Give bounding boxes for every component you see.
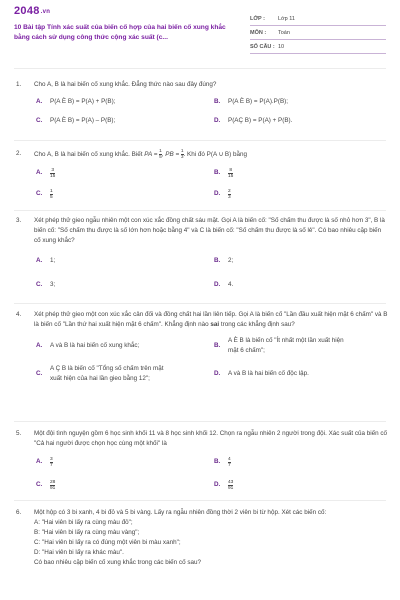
emphasis-word: sai xyxy=(210,321,220,328)
fraction xyxy=(228,480,233,491)
question-text xyxy=(34,310,388,330)
option-c[interactable] xyxy=(36,480,210,491)
option-label: C. xyxy=(36,481,43,488)
question-number: 1. xyxy=(16,81,22,88)
denominator: 15 xyxy=(50,174,56,180)
option-label: B. xyxy=(214,342,221,349)
option-a[interactable] xyxy=(36,97,210,107)
meta-key: MÔN : xyxy=(250,29,267,36)
numerator: 28 xyxy=(50,480,56,485)
question-number: 3. xyxy=(16,217,22,224)
option-d[interactable] xyxy=(214,369,388,379)
option-c[interactable] xyxy=(36,280,210,290)
option-text: A Ç B là biến cố "Tổng số chấm trên mặt xuất hiện của hai lần gieo bằng 12"; xyxy=(50,365,164,382)
option-b[interactable] xyxy=(214,336,388,356)
answer-options xyxy=(36,256,388,290)
option-d[interactable] xyxy=(214,116,388,126)
option-text: 4. xyxy=(228,281,234,288)
option-b[interactable] xyxy=(214,256,388,266)
question-number: 2. xyxy=(16,150,22,157)
option-text: A và B là hai biến cố xung khắc; xyxy=(50,342,140,349)
question-prompt: Có bao nhiêu cặp biến cố xung khắc trong các biến cố sau? xyxy=(34,559,201,566)
option-label: B. xyxy=(214,98,221,105)
event-line: C: "Hai viên bi lấy ra có đúng một viên bi màu xanh"; xyxy=(34,539,181,546)
answer-options xyxy=(36,457,388,491)
option-text: 2; xyxy=(228,257,234,264)
option-label: D. xyxy=(214,370,221,377)
numerator: 3 xyxy=(50,457,53,462)
question-text: Cho A, B là hai biến cố xung khắc. Đẳng thức nào sau đây đúng? xyxy=(34,81,217,88)
event-line: D: "Hai viên bi lấy ra khác màu". xyxy=(34,549,124,556)
denominator: 91 xyxy=(228,486,234,491)
divider xyxy=(14,500,386,501)
option-label: A. xyxy=(36,342,43,349)
option-label: D. xyxy=(214,190,221,198)
denominator: 7 xyxy=(50,463,53,468)
option-a[interactable] xyxy=(36,168,210,179)
question-number: 4. xyxy=(16,311,22,318)
option-label: B. xyxy=(214,169,221,177)
option-d[interactable] xyxy=(214,280,388,290)
option-label: C. xyxy=(36,370,43,377)
denominator: 15 xyxy=(228,174,234,180)
denominator: 3 xyxy=(180,155,184,160)
event-line: B: "Hai viên bi lấy ra cùng màu vàng"; xyxy=(34,529,140,536)
option-label: A. xyxy=(36,257,43,264)
divider xyxy=(14,68,386,69)
site-logo[interactable] xyxy=(14,5,50,17)
answer-options xyxy=(36,97,388,126)
prob-b-label: , PB = xyxy=(161,151,181,159)
question-text-part: Cho A, B là hai biến cố xung khắc. Biết xyxy=(34,151,143,159)
question-3 xyxy=(16,216,388,290)
numerator: 4 xyxy=(228,457,231,462)
option-label: A. xyxy=(36,458,43,465)
meta-value: 10 xyxy=(278,43,285,50)
denominator: 3 xyxy=(228,195,231,201)
numerator: 3 xyxy=(51,168,54,174)
option-a[interactable] xyxy=(36,457,210,468)
question-number: 5. xyxy=(16,430,22,437)
question-number: 6. xyxy=(16,509,22,516)
meta-key: LỚP : xyxy=(250,15,265,22)
option-label: D. xyxy=(214,117,221,124)
numerator: 43 xyxy=(228,480,234,485)
option-text: P(A È B) = P(A) – P(B); xyxy=(50,117,116,124)
option-a[interactable] xyxy=(36,341,210,351)
meta-value: Toán xyxy=(278,29,290,36)
question-text: Một đội tình nguyện gồm 6 học sinh khối 11 và 8 học sinh khối 12. Chọn ra ngẫu nhiên 2 người trong đội. Xác suất của biến cố "Cả hai người được chọn học cùng một khối" là xyxy=(34,430,388,447)
option-label: D. xyxy=(214,281,221,288)
meta-row-subject xyxy=(250,26,386,40)
question-text-part: trong các khẳng định sau? xyxy=(220,321,295,328)
option-d[interactable] xyxy=(214,480,388,491)
prob-a-label: PA = xyxy=(144,151,160,159)
option-text: P(A È B) = P(A) + P(B); xyxy=(50,98,116,105)
option-text: P(A È B) = P(A).P(B); xyxy=(228,98,289,105)
meta-panel xyxy=(250,12,386,54)
option-label: D. xyxy=(214,481,221,488)
question-text-part: . Khi đó P(A ∪ B) bằng xyxy=(183,151,247,159)
denominator: 7 xyxy=(228,463,231,468)
question-5 xyxy=(16,429,388,491)
denominator: 91 xyxy=(50,486,56,491)
option-b[interactable] xyxy=(214,97,388,107)
option-c[interactable] xyxy=(36,364,210,384)
denominator: 5 xyxy=(50,195,53,201)
divider xyxy=(14,303,386,304)
question-text: Xét phép thử gieo ngẫu nhiên một con xúc xắc đồng chất sáu mặt. Gọi A là biến cố: "Số chấm thu được là số nhỏ hơn 3", B là biến cố: "Số chấm thu được là số lớn hơn hoặc bằng 4" và C là biến cố: "Số chấm thu được là số lẻ". Có bao nhiêu cặp biến cố xung khắc? xyxy=(34,217,385,244)
answer-options xyxy=(36,336,388,384)
option-label: B. xyxy=(214,257,221,264)
option-text: A È B là biến cố "Ít nhất một lần xuất hiện mặt 6 chấm"; xyxy=(228,337,344,354)
numerator: 1 xyxy=(159,149,162,154)
document-title: 10 Bài tập Tính xác suất của biến cố hợp của hai biến cố xung khắc bằng cách sử dụng công thức cộng xác suất (c... xyxy=(14,24,226,41)
option-label: A. xyxy=(36,98,43,105)
numerator: 8 xyxy=(229,168,232,174)
divider xyxy=(14,421,386,422)
denominator: 5 xyxy=(159,155,162,160)
option-text: P(AÇ B) = P(A) + P(B). xyxy=(228,117,293,124)
option-label: C. xyxy=(36,117,43,124)
option-text: 1; xyxy=(50,257,56,264)
numerator: 1 xyxy=(50,189,53,195)
meta-row-class xyxy=(250,12,386,26)
divider xyxy=(14,140,386,141)
event-line: A: "Hai viên bi lấy ra cùng màu đỏ"; xyxy=(34,519,133,526)
option-b[interactable] xyxy=(214,457,388,468)
divider xyxy=(14,210,386,211)
question-text-part: Xét phép thử gieo một con xúc xắc cân đối và đồng chất hai lần liên tiếp. Gọi A là biến cố "Lần đầu xuất hiện mặt 6 chấm" và B là biến cố "Lần thứ hai xuất hiện mặt 6 chấm". Khẳng định nào xyxy=(34,311,388,328)
question-1 xyxy=(16,80,388,126)
fraction xyxy=(228,168,233,179)
question-2 xyxy=(16,149,388,200)
option-c[interactable] xyxy=(36,189,210,200)
question-text xyxy=(34,149,388,160)
answer-options xyxy=(36,168,388,200)
option-d[interactable] xyxy=(214,189,388,200)
option-label: B. xyxy=(214,458,221,465)
option-text: 3; xyxy=(50,281,56,288)
fraction xyxy=(228,189,231,200)
fraction xyxy=(50,168,55,179)
option-label: C. xyxy=(36,281,43,288)
fraction xyxy=(50,457,53,468)
fraction xyxy=(50,480,55,491)
question-4 xyxy=(16,310,388,384)
option-text: A và B là hai biến cố độc lập. xyxy=(228,370,309,377)
fraction xyxy=(50,189,53,200)
numerator: 2 xyxy=(228,189,231,195)
option-label: C. xyxy=(36,190,43,198)
logo-text: 2048 xyxy=(14,5,40,17)
option-b[interactable] xyxy=(214,168,388,179)
numerator: 1 xyxy=(180,149,184,154)
option-a[interactable] xyxy=(36,256,210,266)
meta-key: SỐ CÂU : xyxy=(250,43,275,50)
meta-row-count xyxy=(250,40,386,54)
option-c[interactable] xyxy=(36,116,210,126)
logo-suffix: .vn xyxy=(40,9,51,15)
question-text: Một hộp có 3 bi xanh, 4 bi đỏ và 5 bi vàng. Lấy ra ngẫu nhiên đồng thời 2 viên bi từ hộp. Xét các biến cố: xyxy=(34,509,327,516)
question-6 xyxy=(16,508,388,568)
meta-value: Lớp 11 xyxy=(278,15,295,22)
option-label: A. xyxy=(36,169,43,177)
fraction xyxy=(228,457,231,468)
